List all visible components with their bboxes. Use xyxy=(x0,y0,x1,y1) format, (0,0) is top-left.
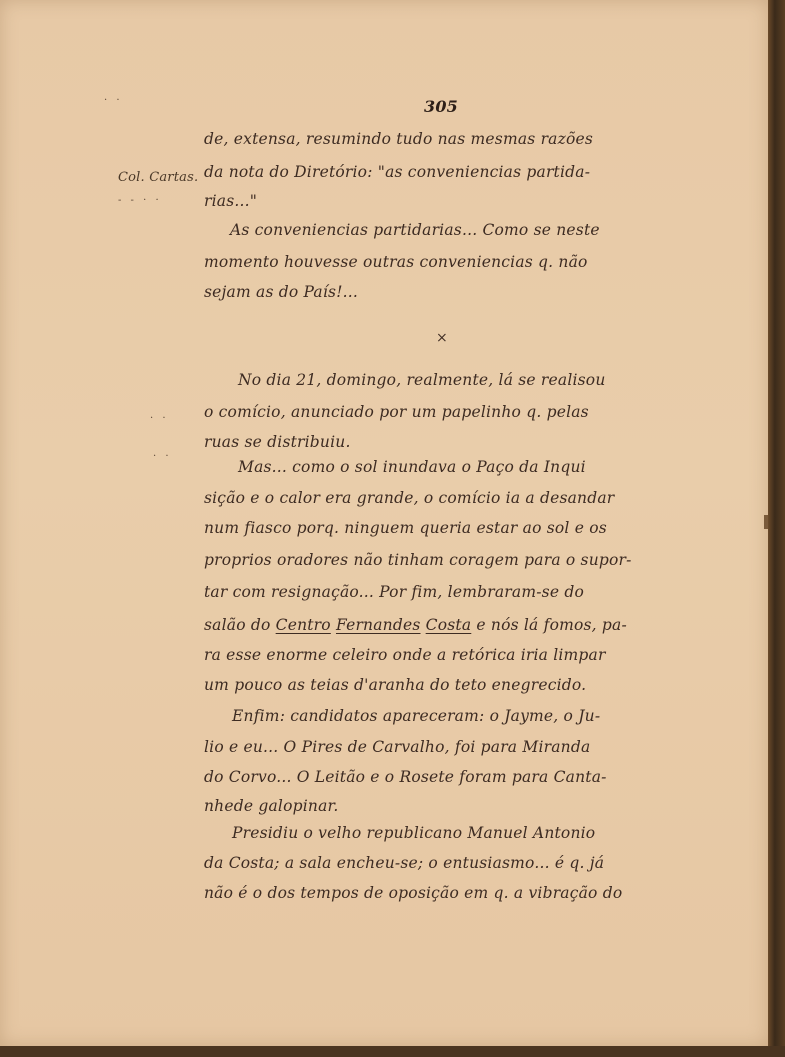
text-line: não é o dos tempos de oposição em q. a vibração do xyxy=(204,884,623,902)
page-number: 305 xyxy=(424,97,458,116)
text-line: Enfim: candidatos apareceram: o Jayme, o Ju- xyxy=(232,707,601,725)
ink-specks: . . xyxy=(153,448,172,459)
text-line: tar com resignação... Por fim, lembraram-se do xyxy=(204,583,584,601)
text-line: de, extensa, resumindo tudo nas mesmas razões xyxy=(204,130,594,148)
text-line: ruas se distribuiu. xyxy=(204,433,351,451)
margin-ink-marks: - - · · xyxy=(118,195,162,206)
text-line: sição e o calor era grande, o comício ia a desandar xyxy=(204,489,615,507)
ink-specks: . . xyxy=(150,410,169,421)
text-line: No dia 21, domingo, realmente, lá se realisou xyxy=(238,371,606,389)
binding-edge xyxy=(768,0,785,1057)
text-line: sejam as do País!... xyxy=(204,283,358,301)
text-line: da Costa; a sala encheu-se; o entusiasmo... é q. já xyxy=(204,854,605,872)
text-line: Presidiu o velho republicano Manuel Antonio xyxy=(232,824,596,842)
margin-note: Col. Cartas. xyxy=(118,170,199,185)
text-line: da nota do Diretório: "as conveniencias partida- xyxy=(204,163,591,181)
section-break-mark: × xyxy=(436,330,448,346)
text-segment: e nós lá fomos, pa- xyxy=(471,616,627,634)
text-line: num fiasco porq. ninguem queria estar ao sol e os xyxy=(204,519,607,537)
text-line: As conveniencias partidarias... Como se neste xyxy=(230,221,600,239)
text-line: lio e eu... O Pires de Carvalho, foi para Miranda xyxy=(204,738,591,756)
text-line: rias..." xyxy=(204,192,258,210)
text-line: ra esse enorme celeiro onde a retórica iria limpar xyxy=(204,646,606,664)
text-line-underlined xyxy=(204,616,627,634)
text-line: um pouco as teias d'aranha do teto enegrecido. xyxy=(204,676,587,694)
text-line: momento houvesse outras conveniencias q. não xyxy=(204,253,588,271)
underlined-word: Costa xyxy=(425,616,472,634)
underlined-word: Centro xyxy=(275,616,331,634)
text-line: o comício, anunciado por um papelinho q. pelas xyxy=(204,403,589,421)
text-line: nhede galopinar. xyxy=(204,797,339,815)
text-line: Mas... como o sol inundava o Paço da Inqui xyxy=(238,458,586,476)
underlined-word: Fernandes xyxy=(335,616,421,634)
text-segment: salão do xyxy=(204,616,276,634)
bottom-edge xyxy=(0,1046,785,1057)
text-line: proprios oradores não tinham coragem para o supor- xyxy=(204,551,632,569)
ink-specks: . . xyxy=(104,92,123,103)
text-line: do Corvo... O Leitão e o Rosete foram para Canta- xyxy=(204,768,607,786)
